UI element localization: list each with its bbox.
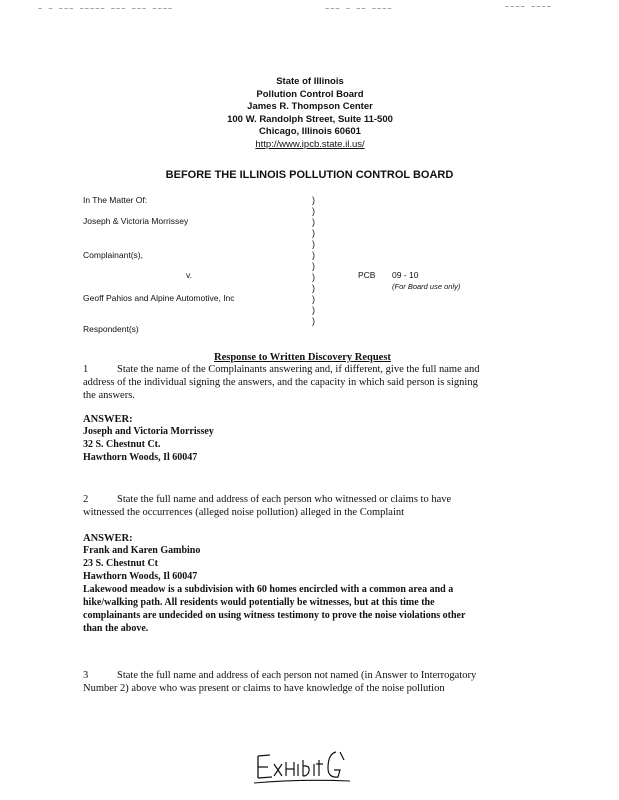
fax-header-mid: ~~~ ~ ~~ ~~~~ — [325, 6, 393, 14]
header-website-link[interactable]: http://www.ipcb.state.il.us/ — [255, 138, 365, 150]
header-street: 100 W. Randolph Street, Suite 11-500 — [227, 113, 393, 125]
caption-complainants-names: Joseph & Victoria Morrissey — [83, 216, 189, 226]
header-city: Chicago, Illinois 60601 — [259, 126, 361, 137]
caption-matter: In The Matter Of: — [83, 195, 148, 205]
board-address-header — [160, 76, 460, 151]
exhibit-handwritten-label — [250, 748, 360, 788]
pcb-number: 09 - 10 — [392, 270, 419, 280]
answer-2-heading: ANSWER: — [83, 533, 133, 544]
question-3: 3 State the full name and address of each person not named (in Answer to Interrogatory Number 2) above who was present or claims to have knowledge of the noise pollution — [83, 670, 477, 694]
board-use-note: (For Board use only) — [392, 282, 461, 291]
caption-versus: v. — [186, 270, 192, 280]
caption-respondents-names: Geoff Pahios and Alpine Automotive, Inc — [83, 293, 235, 303]
header-state: State of Illinois — [276, 76, 344, 87]
answer-1: ANSWER: Joseph and Victoria Morrissey 32 S. Chestnut Ct. Hawthorn Woods, Il 60047 — [83, 414, 533, 464]
question-1: 1 State the name of the Complainants answering and, if different, give the full name and address of the individual signing the answers, and the capacity in which said person is signing the answers. — [83, 364, 480, 401]
answer-1-heading: ANSWER: — [83, 414, 133, 425]
header-board: Pollution Control Board — [256, 88, 364, 100]
pcb-label: PCB — [358, 270, 376, 280]
question-1-number: 1 — [83, 364, 89, 375]
document-title: Response to Written Discovery Request — [214, 352, 391, 363]
fax-header-right: ~~~~ ~~~~ — [505, 4, 552, 12]
answer-2: ANSWER: Frank and Karen Gambino 23 S. Chestnut Ct Hawthorn Woods, Il 60047 Lakewood meadow is a subdivision with 60 homes encircled with a common area and a hike/walking path. All residents would potentially be witnesses, but at this time the complainants are undecided on using witness testimony to prove the noise violations other than the above. — [83, 533, 533, 635]
board-title: BEFORE THE ILLINOIS POLLUTION CONTROL BOARD — [165, 169, 454, 181]
question-2: 2 State the full name and address of each person who witnessed or claims to have witnessed the occurrences (alleged noise pollution) alleged in the Complaint — [83, 494, 452, 518]
header-center: James R. Thompson Center — [247, 101, 373, 112]
question-3-number: 3 — [83, 670, 89, 681]
question-2-number: 2 — [83, 494, 89, 505]
caption-parentheses-column: ) ) ) ) ) ) ) ) ) ) ) ) — [312, 195, 315, 326]
fax-header-left: ~ ~ ~~~ ~~~~~ ~~~ ~~~ ~~~~ — [38, 6, 174, 14]
exhibit-signature-drawing — [250, 748, 360, 788]
caption-respondents-label: Respondent(s) — [83, 324, 139, 334]
caption-complainants-label: Complainant(s), — [83, 250, 143, 260]
